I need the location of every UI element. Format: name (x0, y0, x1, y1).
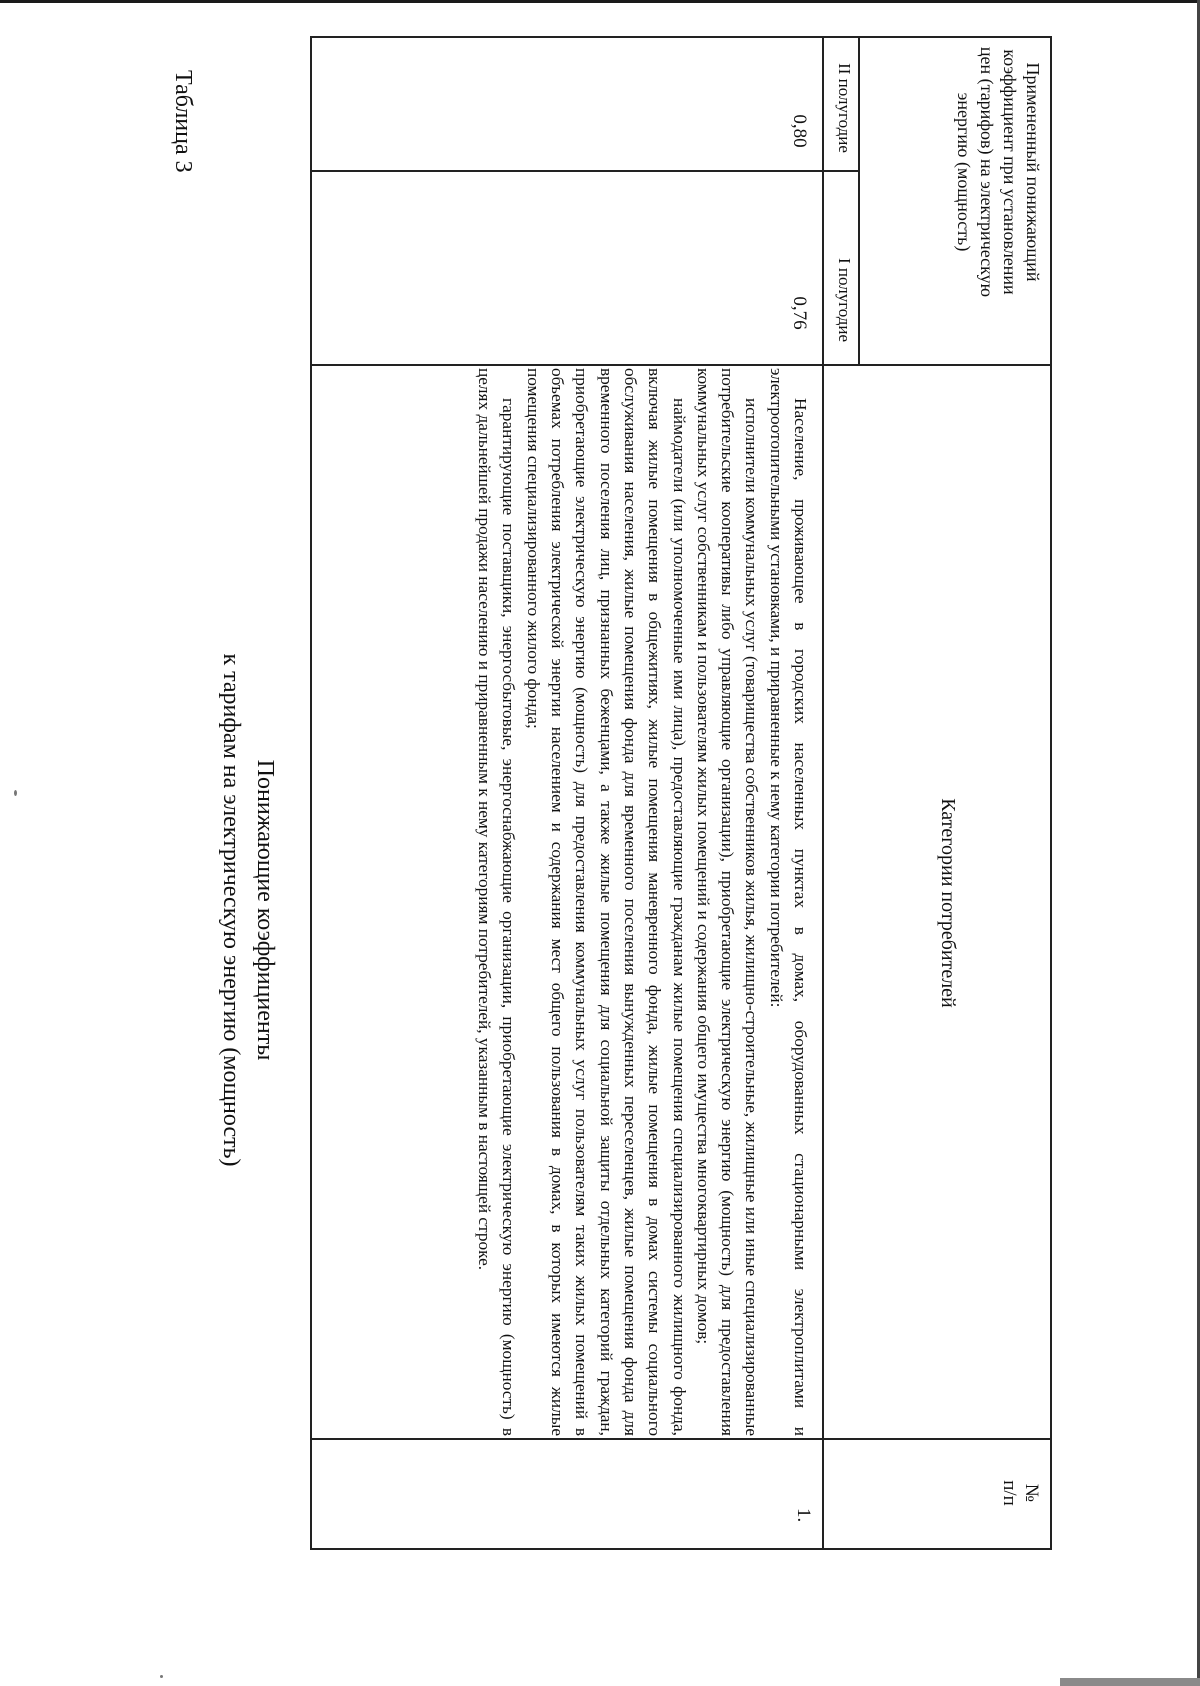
header-half-2: II полугодие (835, 63, 854, 153)
col-divider-halves (312, 170, 860, 172)
header-number (998, 1438, 1042, 1548)
value-half-1: 0,76 (789, 296, 810, 330)
document-title (214, 600, 282, 1220)
col-divider-number (312, 1438, 1050, 1440)
header-half-1: I полугодие (835, 257, 854, 343)
category-paragraph: исполнители коммунальных услуг (товарищества собственников жилья, жилищно-строительные, жилищные или иные специализированные потребительские кооперативы либо управляющие организации), приобретающие электрическую энергию (мощность) для предоставления коммунальных услуг собственникам и пользователям жилых помещений и содержания общего имущества многоквартирных домов; (693, 368, 762, 1436)
coefficients-table (310, 36, 1052, 1550)
category-paragraph: Население, проживающее в городских населенных пунктах в домах, оборудованных стационарными электроплитами и электроотопительными установками, и приравненные к нему категории потребителей: (766, 368, 810, 1436)
row-number: 1. (793, 1508, 814, 1523)
value-half-2: 0,80 (789, 114, 810, 148)
header-number-text: № п/п (999, 1480, 1042, 1506)
row-divider-coef-header (858, 38, 860, 366)
table-label: Таблица 3 (170, 70, 196, 173)
row-divider-header (822, 38, 824, 1548)
category-paragraph: гарантирующие поставщики, энергосбытовые, энергоснабжающие организации, приобретающие электрическую энергию (мощность) в целях дальнейшей продажи населению и приравненным к нему категориям потребителей, указанным в настоящей строке. (475, 368, 519, 1436)
title-line-1: Понижающие коэффициенты (252, 759, 278, 1061)
col-divider-category (312, 364, 1050, 366)
row-category-text (472, 368, 812, 1436)
title-line-2: к тарифам на электрическую энергию (мощность) (218, 653, 244, 1167)
header-category: Категории потребителей (937, 798, 959, 1008)
category-paragraph: наймодатели (или уполномоченные ими лица), предоставляющие гражданам жилые помещения специализированного жилищного фонда, включая жилые помещения в общежитиях, жилые помещения маневренного фонда, жилые помещения в домах системы социального обслуживания населения, жилые помещения фонда для временного поселения вынужденных переселенцев, жилые помещения фонда для временного поселения лиц, признанных беженцами, а также жилые помещения для социальной защиты отдельных категорий граждан, приобретающие электрическую энергию (мощность) для предоставления коммунальных услуг пользователям таких жилых помещений в объемах потребления электрической энергии населением и содержания мест общего пользования в домах, в которых имеются жилые помещения специализированного жилого фонда; (523, 368, 689, 1436)
header-coefficient: Примененный понижающий коэффициент при установлении цен (тарифов) на электрическую энергию (мощность) (954, 46, 1043, 298)
